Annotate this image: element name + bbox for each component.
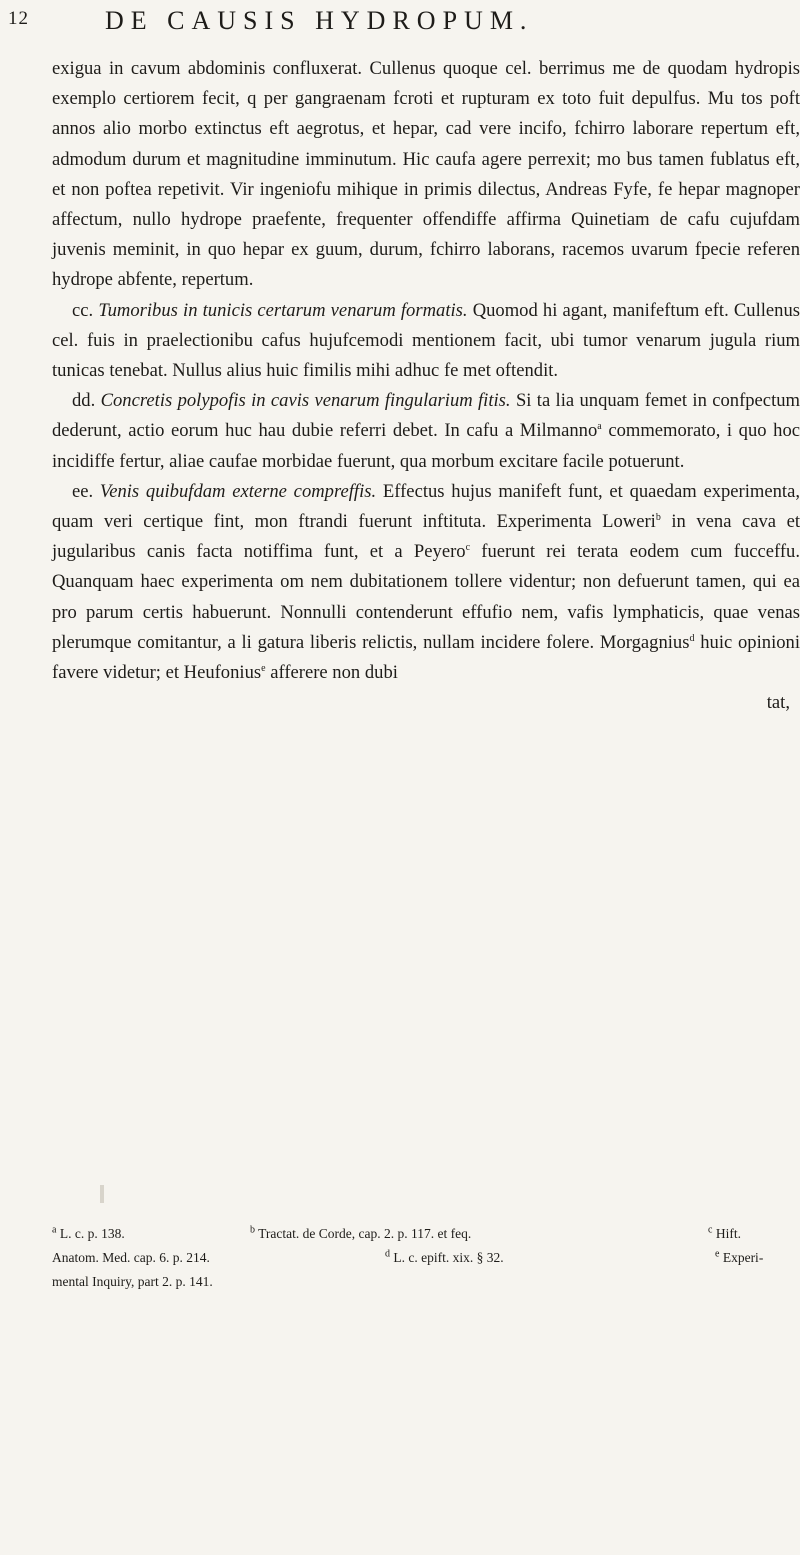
page-header (0, 8, 800, 48)
section-cc (52, 296, 800, 387)
footnote-c-mark: c (708, 1224, 713, 1236)
section-ee-label: ee. (72, 480, 94, 502)
paragraph-intro: exigua in cavum abdominis confluxerat. Cullenus quoque cel. berrimus me de quodam hydropis exemplo certiorem fecit, q per gangraenam fcroti et rupturam ex toto fuit depulfus. Mu tos poft annos alio morbo extinctus eft aegrotus, et hepar, cad vere incifo, fchirro laborare repertum eft, admodum durum et magnitudine imminutum. Hic caufa agere perrexit; mo bus tamen fublatus eft, et non poftea repetivit. Vir ingeniofu mihique in primis dilectus, Andreas Fyfe, fe hepar magnoper affectum, nullo hydrope praefente, frequenter offendiffe affirma Quinetiam de cafu cujufdam juvenis meminit, in quo hepar ex guum, durum, fchirro laborans, racemos uvarum fpecie referen hydrope abfente, repertum. (52, 58, 800, 291)
section-ee (52, 477, 800, 688)
footnote-ref-a: a (597, 421, 602, 433)
section-ee-text-1: Effectus hujus manifeft funt, et quaedam experimenta, quam veri certique fint, mon ftrandi fuerunt inftituta. Experimenta Loweri (52, 480, 800, 533)
body-text (52, 54, 800, 718)
footnote-row (52, 1222, 800, 1246)
footnote-e-mark: e (715, 1248, 720, 1260)
footnote-b-mark: b (250, 1224, 255, 1236)
section-ee-text-3: fuerunt rei terata eodem cum fucceffu. Quanquam haec experimenta om nem dubitationem tollere videntur; non defuerunt tamen, qui ea pro parum certis habuerunt. Nonnulli contenderunt effufio nem, vafis lymphaticis, quae venas plerumque comitantur, a li gatura liberis relictis, nullam incidere folere. Morgagnius (52, 541, 800, 653)
footnotes (52, 1222, 800, 1294)
section-cc-text: Quomod hi agant, manifeftum eft. Cullenus cel. fuis in praelectionibu cafus hujufcemodi mentionem facit, ubi tumor venarum jugula rium tunicas tenebat. Nullus alius huic fimilis mihi adhuc fe met oftendit. (52, 299, 800, 382)
footnote-d-mark: d (385, 1248, 390, 1260)
footnote-c-continued: Anatom. Med. cap. 6. p. 214. (52, 1250, 210, 1265)
footnote-e (715, 1246, 763, 1270)
section-ee-text-2: in vena cava et jugularibus canis facta notiffima funt, et a Peyero (52, 511, 800, 563)
section-cc-label: cc. (72, 299, 94, 321)
catchword: tat, (766, 692, 790, 714)
footnote-a-mark: a (52, 1224, 57, 1236)
footnote-row (52, 1270, 800, 1294)
footnote-b-text: Tractat. de Corde, cap. 2. p. 117. et feq. (258, 1226, 472, 1241)
footnote-a-text: L. c. p. 138. (59, 1226, 125, 1241)
section-cc-title: Tumoribus in tunicis certarum venarum formatis. (98, 299, 468, 321)
footnote-ref-e: e (261, 662, 266, 674)
footnote-ref-d: d (689, 632, 695, 644)
footnote-ref-b: b (655, 511, 661, 523)
footnote-d-text: L. c. epift. xix. § 32. (393, 1250, 504, 1265)
footnote-e-text: Experi- (722, 1250, 764, 1265)
section-ee-title: Venis quibufdam externe compreffis. (99, 480, 377, 502)
section-dd-title: Concretis polypofis in cavis venarum fingularium fitis. (100, 390, 511, 412)
footnote-e-continued: mental Inquiry, part 2. p. 141. (52, 1274, 213, 1289)
page-number: 12 (8, 8, 29, 29)
footnote-ref-c: c (465, 542, 471, 554)
footnote-a (52, 1222, 125, 1246)
section-ee-text-5: afferere non dubi (270, 662, 398, 684)
section-ee-text-4: huic opinioni favere videtur; et Heufonius (52, 631, 800, 684)
section-dd (52, 386, 800, 477)
section-dd-text-1: Si ta lia unquam femet in confpectum dederunt, actio eorum huc hau dubie referri debet. In cafu a Milmanno (52, 390, 800, 442)
page-mark (100, 1185, 104, 1203)
section-dd-label: dd. (72, 390, 96, 412)
footnote-d (385, 1246, 504, 1270)
section-dd-text-2: commemorato, i quo hoc incidiffe fertur, aliae caufae morbidae fuerunt, qua morbum excitare facile potuerunt. (52, 420, 800, 472)
running-head: DE CAUSIS HYDROPUM. (105, 6, 534, 35)
footnote-row (52, 1246, 800, 1270)
footnote-c (708, 1222, 741, 1246)
footnote-b (250, 1222, 471, 1246)
footnote-c-text: Hift. (715, 1226, 741, 1241)
